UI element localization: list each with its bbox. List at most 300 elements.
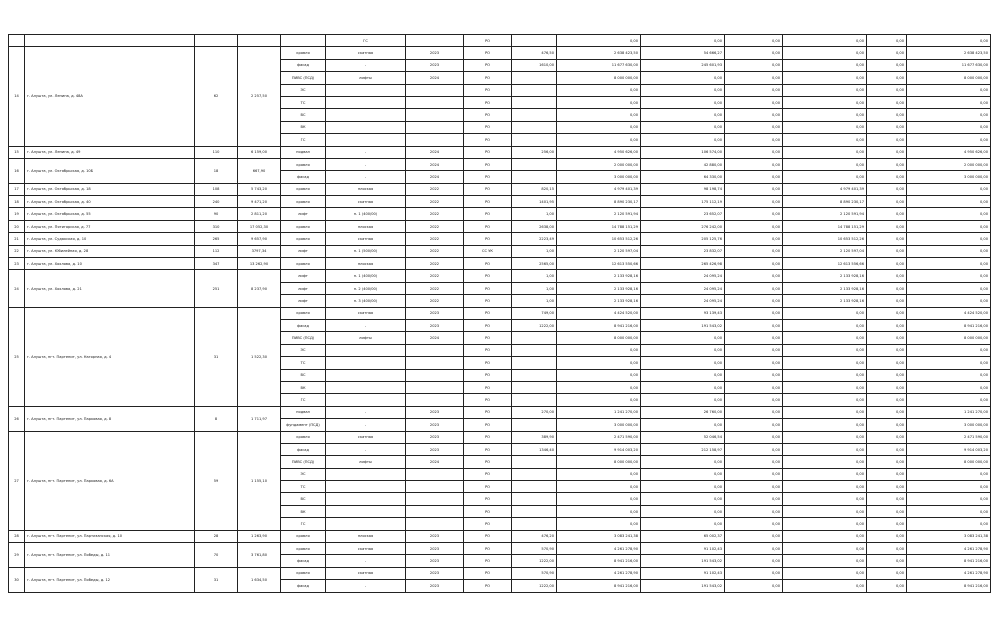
funding-cell: РО	[464, 258, 512, 270]
work-subtype-cell	[326, 121, 406, 133]
row-number-cell: 16	[9, 158, 25, 183]
year-cell: 2022	[406, 220, 464, 232]
cost-control-cell: 0,00	[641, 518, 725, 530]
cost-2021-cell: 0,00	[725, 121, 783, 133]
cost-total-cell: 8 941 216,00	[557, 319, 641, 331]
apartments-cell: 265	[195, 233, 238, 245]
cost-2021-cell: 0,00	[725, 258, 783, 270]
repair-schedule-table	[8, 34, 991, 593]
work-subtype-cell	[326, 394, 406, 406]
cost-total-cell: 0,00	[557, 369, 641, 381]
work-subtype-cell	[326, 84, 406, 96]
cost-2023-cell: 0,00	[907, 258, 991, 270]
funding-cell: РО	[464, 307, 512, 319]
cost-total-cell: 0,00	[557, 357, 641, 369]
work-type-cell: подвал	[281, 146, 326, 158]
cost-2022b-cell: 0,00	[867, 109, 907, 121]
row-number-cell: 22	[9, 245, 25, 257]
cost-2022b-cell: 0,00	[867, 220, 907, 232]
work-subtype-cell: -	[326, 443, 406, 455]
cost-total-cell: 4 979 401,39	[557, 183, 641, 195]
area-cell: 1 634,50	[238, 567, 281, 592]
work-type-cell: фундамент (ПСД)	[281, 419, 326, 431]
area-cell: 13 262,90	[238, 258, 281, 270]
cost-2022-cell: 0,00	[783, 555, 867, 567]
work-type-cell: ПИВС (ПСД)	[281, 456, 326, 468]
work-type-cell: ТС	[281, 96, 326, 108]
table-row	[9, 220, 991, 232]
cost-2022b-cell: 0,00	[867, 47, 907, 59]
funding-cell: РО	[464, 530, 512, 542]
work-type-cell: фасад	[281, 580, 326, 592]
cost-control-cell: 93 139,43	[641, 307, 725, 319]
cost-total-cell: 8 941 216,00	[557, 580, 641, 592]
cost-2022-cell: 0,00	[783, 344, 867, 356]
cost-2022-cell: 0,00	[783, 84, 867, 96]
cost-2023-cell: 3 000 000,00	[907, 419, 991, 431]
year-cell: 2023	[406, 567, 464, 579]
work-type-cell: кровля	[281, 307, 326, 319]
funding-cell: РО	[464, 196, 512, 208]
cost-2022b-cell: 0,00	[867, 518, 907, 530]
work-subtype-cell: скатная	[326, 307, 406, 319]
cost-total-cell: 4 261 278,90	[557, 567, 641, 579]
address-cell: г. Алушта, ул. Хохлова, д. 10	[25, 258, 195, 270]
cost-2022-cell: 2 133 928,16	[783, 282, 867, 294]
work-type-cell: ПИВС (ПСД)	[281, 72, 326, 84]
cost-2021-cell: 0,00	[725, 369, 783, 381]
area-cell: 1 522,30	[238, 307, 281, 406]
cost-2023-cell: 0,00	[907, 270, 991, 282]
cost-2022-cell: 8 890 230,17	[783, 196, 867, 208]
funding-cell: РО	[464, 481, 512, 493]
funding-cell: РО	[464, 121, 512, 133]
cost-2022b-cell: 0,00	[867, 394, 907, 406]
cost-2022b-cell: 0,00	[867, 493, 907, 505]
volume-cell: 1,00	[512, 245, 557, 257]
cost-total-cell: 3 083 241,38	[557, 530, 641, 542]
apartments-cell: 110	[195, 146, 238, 158]
cost-2021-cell: 0,00	[725, 35, 783, 47]
apartments-cell: 59	[195, 431, 238, 530]
cost-2021-cell: 0,00	[725, 158, 783, 170]
funding-cell: РО	[464, 567, 512, 579]
work-type-cell: ЭС	[281, 84, 326, 96]
cost-total-cell: 0,00	[557, 505, 641, 517]
year-cell: 2023	[406, 555, 464, 567]
work-subtype-cell: плоская	[326, 220, 406, 232]
cost-2022b-cell: 0,00	[867, 543, 907, 555]
cost-total-cell: 0,00	[557, 481, 641, 493]
apartments-cell: 28	[195, 530, 238, 542]
year-cell	[406, 505, 464, 517]
work-subtype-cell	[326, 518, 406, 530]
cost-control-cell: 23 652,07	[641, 208, 725, 220]
year-cell: 2024	[406, 146, 464, 158]
row-number-cell: 27	[9, 431, 25, 530]
work-type-cell: фасад	[281, 171, 326, 183]
year-cell: 2023	[406, 530, 464, 542]
cost-2022-cell: 0,00	[783, 481, 867, 493]
cost-2022b-cell: 0,00	[867, 183, 907, 195]
funding-cell: РО	[464, 171, 512, 183]
cost-2022-cell: 0,00	[783, 518, 867, 530]
work-type-cell: подвал	[281, 406, 326, 418]
apartments-cell: 8	[195, 406, 238, 431]
volume-cell	[512, 134, 557, 146]
address-cell: г. Алушта, ул. Ленина, д. 48А	[25, 47, 195, 146]
work-type-cell: ВС	[281, 493, 326, 505]
cost-2022b-cell: 0,00	[867, 307, 907, 319]
address-cell: г. Алушта, пгт. Партенит, ул. Нагорная, д. 4	[25, 307, 195, 406]
cost-2022b-cell: 0,00	[867, 84, 907, 96]
address-cell: г. Алушта, ул. Юбилейная, д. 28	[25, 245, 195, 257]
funding-cell: РО	[464, 146, 512, 158]
funding-cell: РО	[464, 220, 512, 232]
cost-2023-cell: 4 261 278,90	[907, 567, 991, 579]
cost-total-cell: 11 677 630,00	[557, 59, 641, 71]
cost-2021-cell: 0,00	[725, 233, 783, 245]
work-subtype-cell	[326, 381, 406, 393]
cost-2022b-cell: 0,00	[867, 481, 907, 493]
cost-total-cell: 0,00	[557, 109, 641, 121]
table-row	[9, 146, 991, 158]
cost-total-cell: 8 000 000,00	[557, 456, 641, 468]
cost-control-cell: 245 601,93	[641, 59, 725, 71]
row-number-cell: 20	[9, 220, 25, 232]
work-subtype-cell: -	[326, 406, 406, 418]
work-type-cell: ТС	[281, 481, 326, 493]
funding-cell: РО	[464, 72, 512, 84]
cost-control-cell: 0,00	[641, 134, 725, 146]
row-number-cell: 26	[9, 406, 25, 431]
year-cell	[406, 357, 464, 369]
cost-control-cell: 0,00	[641, 357, 725, 369]
year-cell	[406, 481, 464, 493]
cost-2021-cell: 0,00	[725, 319, 783, 331]
volume-cell: 570,90	[512, 543, 557, 555]
cost-2023-cell: 8 941 216,00	[907, 580, 991, 592]
cost-2022-cell: 0,00	[783, 505, 867, 517]
funding-cell: РО	[464, 84, 512, 96]
apartments-cell: 31	[195, 307, 238, 406]
table-row	[9, 270, 991, 282]
year-cell: 2023	[406, 47, 464, 59]
row-number-cell: 14	[9, 47, 25, 146]
cost-control-cell: 0,00	[641, 84, 725, 96]
year-cell	[406, 468, 464, 480]
table-row	[9, 245, 991, 257]
cost-2023-cell: 8 000 000,00	[907, 332, 991, 344]
work-type-cell: фасад	[281, 319, 326, 331]
work-type-cell: лифт	[281, 282, 326, 294]
cost-2023-cell: 4 261 278,90	[907, 543, 991, 555]
cost-2022-cell: 0,00	[783, 332, 867, 344]
cost-2022b-cell: 0,00	[867, 208, 907, 220]
cost-total-cell: 0,00	[557, 84, 641, 96]
work-subtype-cell: ГС	[326, 35, 406, 47]
work-subtype-cell: -	[326, 158, 406, 170]
cost-2022-cell: 0,00	[783, 567, 867, 579]
volume-cell	[512, 84, 557, 96]
year-cell: 2023	[406, 319, 464, 331]
cost-control-cell: 0,00	[641, 468, 725, 480]
cost-2021-cell: 0,00	[725, 567, 783, 579]
work-type-cell: кровля	[281, 196, 326, 208]
funding-cell: РО	[464, 59, 512, 71]
work-type-cell: лифт	[281, 208, 326, 220]
cost-total-cell: 4 261 278,90	[557, 543, 641, 555]
volume-cell: 2565,00	[512, 258, 557, 270]
work-subtype-cell	[326, 357, 406, 369]
cost-2022-cell: 0,00	[783, 96, 867, 108]
cost-2021-cell: 0,00	[725, 84, 783, 96]
cost-2023-cell: 9 914 003,20	[907, 443, 991, 455]
cost-2022-cell: 0,00	[783, 443, 867, 455]
volume-cell	[512, 419, 557, 431]
cost-2023-cell: 2 000 000,00	[907, 158, 991, 170]
cost-2022b-cell: 0,00	[867, 233, 907, 245]
work-subtype-cell: -	[326, 419, 406, 431]
year-cell	[406, 35, 464, 47]
year-cell	[406, 493, 464, 505]
work-type-cell: кровля	[281, 530, 326, 542]
cost-control-cell: 98 198,74	[641, 183, 725, 195]
cost-2023-cell: 0,00	[907, 481, 991, 493]
year-cell	[406, 134, 464, 146]
cost-2021-cell: 0,00	[725, 109, 783, 121]
work-type-cell: фасад	[281, 59, 326, 71]
apartments-cell	[195, 35, 238, 47]
cost-2022-cell: 0,00	[783, 47, 867, 59]
year-cell: 2023	[406, 580, 464, 592]
cost-control-cell: 23 832,07	[641, 245, 725, 257]
cost-total-cell: 2 000 000,00	[557, 158, 641, 170]
cost-control-cell: 0,00	[641, 394, 725, 406]
work-subtype-cell: скатная	[326, 233, 406, 245]
year-cell: 2022	[406, 196, 464, 208]
cost-2022b-cell: 0,00	[867, 96, 907, 108]
cost-control-cell: 191 543,02	[641, 319, 725, 331]
cost-2021-cell: 0,00	[725, 530, 783, 542]
apartments-cell: 62	[195, 47, 238, 146]
cost-control-cell: 0,00	[641, 493, 725, 505]
cost-total-cell: 0,00	[557, 394, 641, 406]
cost-2023-cell: 11 677 630,00	[907, 59, 991, 71]
cost-control-cell: 0,00	[641, 121, 725, 133]
work-type-cell: фасад	[281, 555, 326, 567]
address-cell: г. Алушта, ул. Ленина, д. 49	[25, 146, 195, 158]
cost-control-cell: 0,00	[641, 481, 725, 493]
cost-2021-cell: 0,00	[725, 456, 783, 468]
volume-cell	[512, 332, 557, 344]
funding-cell: РО	[464, 431, 512, 443]
cost-total-cell: 3 000 000,00	[557, 419, 641, 431]
funding-cell: РО	[464, 282, 512, 294]
area-cell: 2 257,50	[238, 47, 281, 146]
cost-2022b-cell: 0,00	[867, 419, 907, 431]
volume-cell: 2223,49	[512, 233, 557, 245]
cost-2023-cell: 0,00	[907, 96, 991, 108]
work-subtype-cell	[326, 481, 406, 493]
row-number-cell: 29	[9, 543, 25, 568]
year-cell: 2023	[406, 307, 464, 319]
work-subtype-cell: лифты	[326, 72, 406, 84]
year-cell	[406, 369, 464, 381]
cost-2022b-cell: 0,00	[867, 357, 907, 369]
cost-control-cell: 26 760,00	[641, 406, 725, 418]
cost-2022-cell: 0,00	[783, 134, 867, 146]
work-type-cell: ВК	[281, 505, 326, 517]
row-number-cell: 19	[9, 208, 25, 220]
year-cell	[406, 121, 464, 133]
cost-2022-cell: 2 133 928,16	[783, 295, 867, 307]
volume-cell	[512, 369, 557, 381]
area-cell: 1 711,97	[238, 406, 281, 431]
row-number-cell: 30	[9, 567, 25, 592]
cost-control-cell: 0,00	[641, 369, 725, 381]
cost-2022b-cell: 0,00	[867, 530, 907, 542]
table-row	[9, 543, 991, 555]
year-cell: 2023	[406, 443, 464, 455]
cost-2022b-cell: 0,00	[867, 344, 907, 356]
cost-2023-cell: 0,00	[907, 220, 991, 232]
cost-2022b-cell: 0,00	[867, 35, 907, 47]
work-subtype-cell	[326, 468, 406, 480]
area-cell	[238, 35, 281, 47]
funding-cell: РО	[464, 233, 512, 245]
cost-2022b-cell: 0,00	[867, 567, 907, 579]
work-subtype-cell: -	[326, 146, 406, 158]
cost-control-cell: 0,00	[641, 419, 725, 431]
funding-cell: РО	[464, 109, 512, 121]
volume-cell	[512, 171, 557, 183]
cost-control-cell: 205 125,76	[641, 233, 725, 245]
cost-2023-cell: 8 941 216,00	[907, 555, 991, 567]
cost-2023-cell: 0,00	[907, 468, 991, 480]
cost-control-cell: 52 046,54	[641, 431, 725, 443]
table-row	[9, 158, 991, 170]
work-type-cell: ВС	[281, 369, 326, 381]
cost-2022-cell: 4 979 401,39	[783, 183, 867, 195]
cost-2021-cell: 0,00	[725, 431, 783, 443]
apartments-cell: 108	[195, 183, 238, 195]
cost-control-cell: 0,00	[641, 505, 725, 517]
apartments-cell: 90	[195, 208, 238, 220]
cost-2023-cell: 1 241 270,00	[907, 406, 991, 418]
cost-2021-cell: 0,00	[725, 47, 783, 59]
cost-total-cell: 0,00	[557, 96, 641, 108]
cost-2022-cell: 2 120 591,94	[783, 208, 867, 220]
area-cell: 667,90	[238, 158, 281, 183]
work-type-cell	[281, 35, 326, 47]
cost-control-cell: 191 543,02	[641, 580, 725, 592]
work-subtype-cell	[326, 109, 406, 121]
area-cell: 8 237,90	[238, 270, 281, 307]
cost-2022-cell: 0,00	[783, 72, 867, 84]
cost-control-cell: 265 426,98	[641, 258, 725, 270]
cost-2023-cell: 0,00	[907, 394, 991, 406]
work-subtype-cell	[326, 369, 406, 381]
volume-cell: 256,00	[512, 146, 557, 158]
cost-2021-cell: 0,00	[725, 468, 783, 480]
area-cell: 5 743,20	[238, 183, 281, 195]
cost-2023-cell: 0,00	[907, 295, 991, 307]
table-row	[9, 233, 991, 245]
year-cell: 2022	[406, 282, 464, 294]
table-row	[9, 258, 991, 270]
cost-2022b-cell: 0,00	[867, 134, 907, 146]
cost-2022b-cell: 0,00	[867, 456, 907, 468]
volume-cell: 570,90	[512, 567, 557, 579]
row-number-cell: 17	[9, 183, 25, 195]
table-row	[9, 47, 991, 59]
cost-2023-cell: 0,00	[907, 344, 991, 356]
year-cell	[406, 84, 464, 96]
cost-2023-cell: 0,00	[907, 233, 991, 245]
cost-control-cell: 0,00	[641, 72, 725, 84]
cost-2021-cell: 0,00	[725, 134, 783, 146]
cost-control-cell: 0,00	[641, 332, 725, 344]
area-cell: 2 811,20	[238, 208, 281, 220]
cost-control-cell: 64 330,00	[641, 171, 725, 183]
work-type-cell: кровля	[281, 183, 326, 195]
cost-2021-cell: 0,00	[725, 443, 783, 455]
work-type-cell: кровля	[281, 258, 326, 270]
cost-2022b-cell: 0,00	[867, 406, 907, 418]
volume-cell	[512, 518, 557, 530]
work-type-cell: ТС	[281, 357, 326, 369]
year-cell: 2024	[406, 456, 464, 468]
funding-cell: РО	[464, 394, 512, 406]
cost-2023-cell: 0,00	[907, 183, 991, 195]
address-cell: г. Алушта, пгт. Партенит, ул. Парковая, д. 8	[25, 406, 195, 431]
cost-2022-cell: 0,00	[783, 419, 867, 431]
cost-2023-cell: 8 000 000,00	[907, 456, 991, 468]
year-cell: 2022	[406, 258, 464, 270]
volume-cell	[512, 35, 557, 47]
cost-2023-cell: 0,00	[907, 208, 991, 220]
work-subtype-cell	[326, 493, 406, 505]
cost-control-cell: 65 002,37	[641, 530, 725, 542]
cost-total-cell: 2 120 591,94	[557, 208, 641, 220]
year-cell: 2022	[406, 245, 464, 257]
cost-control-cell: 0,00	[641, 109, 725, 121]
cost-2021-cell: 0,00	[725, 518, 783, 530]
volume-cell	[512, 468, 557, 480]
cost-2022b-cell: 0,00	[867, 555, 907, 567]
cost-2021-cell: 0,00	[725, 543, 783, 555]
cost-2022-cell: 0,00	[783, 406, 867, 418]
address-cell: г. Алушта, пгт. Партенит, ул. Победы, д. 11	[25, 543, 195, 568]
cost-control-cell: 212 158,97	[641, 443, 725, 455]
cost-2022-cell: 0,00	[783, 381, 867, 393]
work-type-cell: фасад	[281, 443, 326, 455]
funding-cell: РО	[464, 134, 512, 146]
cost-2022b-cell: 0,00	[867, 171, 907, 183]
address-cell: г. Алушта, ул. Октябрьская, д. 55	[25, 208, 195, 220]
cost-total-cell: 0,00	[557, 35, 641, 47]
year-cell	[406, 109, 464, 121]
work-type-cell: кровля	[281, 543, 326, 555]
table-row	[9, 406, 991, 418]
cost-2021-cell: 0,00	[725, 555, 783, 567]
year-cell: 2023	[406, 406, 464, 418]
cost-2021-cell: 0,00	[725, 208, 783, 220]
cost-2023-cell: 0,00	[907, 357, 991, 369]
cost-2022-cell: 0,00	[783, 580, 867, 592]
cost-2023-cell: 0,00	[907, 518, 991, 530]
